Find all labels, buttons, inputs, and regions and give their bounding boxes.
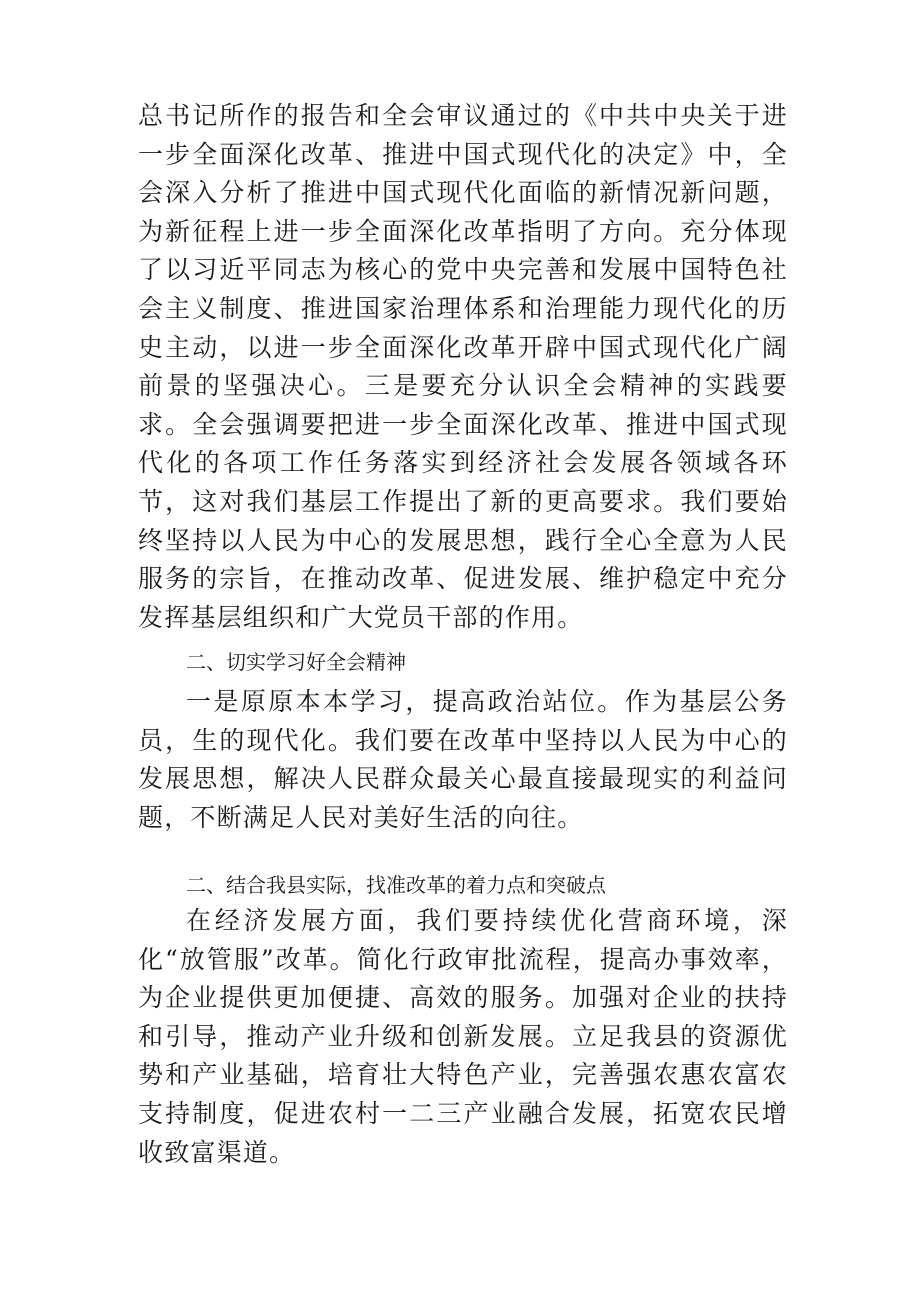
body-paragraph-3: 在经济发展方面，我们要持续优化营商环境，深化“放管服”改革。简化行政审批流程，提高办事效率，为企业提供更加便捷、高效的服务。加强对企业的扶持和引导，推动产业升级和创新发展。立足我县的资源优势和产业基础，培育壮大特色产业，完善强农惠农富农支持制度，促进农村一二三产业融合发展，拓宽农民增收致富渠道。 — [138, 906, 788, 1167]
body-paragraph-2: 一是原原本本学习，提高政治站位。作为基层公务员，生的现代化。我们要在改革中坚持以人民为中心的发展思想，解决人民群众最关心最直接最现实的利益问题，不断满足人民对美好生活的向往。 — [138, 687, 788, 832]
section-heading-2: 二、结合我县实际，找准改革的着力点和突破点 — [186, 873, 606, 897]
body-paragraph-1: 总书记所作的报告和全会审议通过的《中共中央关于进一步全面深化改革、推进中国式现代化的决定》中，全会深入分析了推进中国式现代化面临的新情况新问题，为新征程上进一步全面深化改革指明了方向。充分体现了以习近平同志为核心的党中央完善和发展中国特色社会主义制度、推进国家治理体系和治理能力现代化的历史主动，以进一步全面深化改革开辟中国式现代化广阔前景的坚强决心。三是要充分认识全会精神的实践要求。全会强调要把进一步全面深化改革、推进中国式现代化的各项工作任务落实到经济社会发展各领域各环节，这对我们基层工作提出了新的更高要求。我们要始终坚持以人民为中心的发展思想，践行全心全意为人民服务的宗旨，在推动改革、促进发展、维护稳定中充分发挥基层组织和广大党员干部的作用。 — [138, 101, 788, 632]
section-heading-1: 二、切实学习好全会精神 — [186, 650, 406, 674]
